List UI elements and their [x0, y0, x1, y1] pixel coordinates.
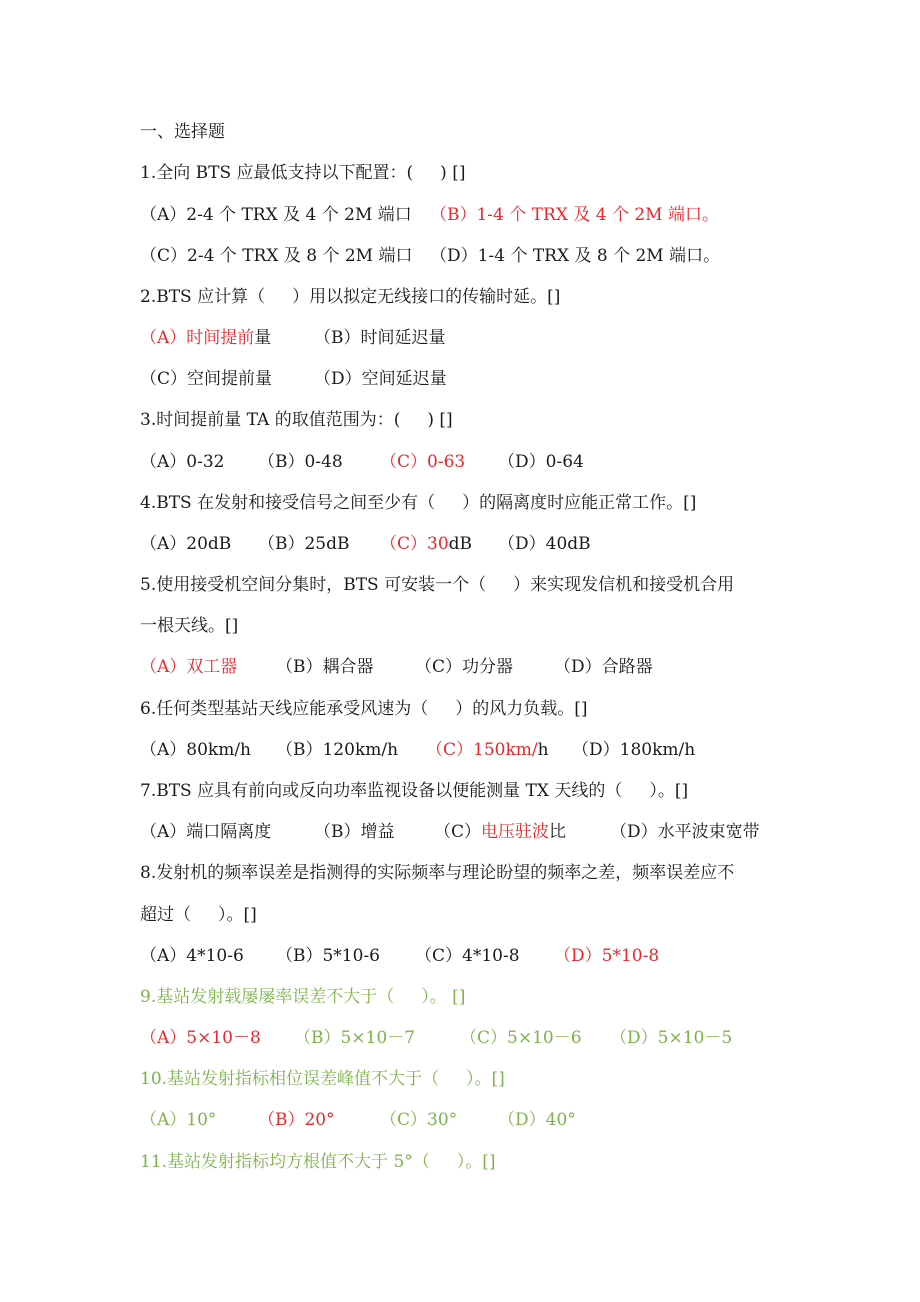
q9-option-d: （D）5×10－5: [610, 1028, 733, 1048]
q4-option-c: [380, 532, 472, 556]
q8-option-c: （C）4*10-8: [415, 946, 520, 966]
q7-option-c-rest: 比: [549, 822, 567, 842]
question-5: 5.使用接受机空间分集时，BTS 可安装一个（ ）来实现发信机和接受机合用: [140, 575, 735, 595]
question-11: 11.基站发射指标均方根值不大于 5°（ ）。[]: [140, 1152, 496, 1172]
q6-option-c-answer: （C）150km/: [426, 740, 538, 760]
question-8-cont: 超过（ ）。[]: [140, 905, 257, 925]
q3-option-b: （B）0-48: [258, 452, 343, 472]
q3-option-d: （D）0-64: [498, 452, 584, 472]
section-title: 一、选择题: [140, 122, 225, 142]
q6-option-c-rest: h: [537, 740, 549, 760]
q9-option-a: （A）5×10－8: [140, 1028, 261, 1048]
q6-option-d: （D）180km/h: [572, 740, 696, 760]
q2-option-a-rest: 量: [254, 328, 272, 348]
q6-option-a: （A）80km/h: [140, 740, 252, 760]
q7-option-c: [434, 820, 566, 844]
q5-option-b: （B）耦合器: [276, 657, 374, 677]
q2-option-a-answer: （A）时间提前: [140, 328, 255, 348]
q6-option-c: [426, 738, 549, 762]
q10-option-b: （B）20°: [258, 1110, 335, 1130]
q5-option-a: （A）双工器: [140, 657, 238, 677]
question-1: 1.全向 BTS 应最低支持以下配置：( ) []: [140, 163, 466, 183]
q10-option-a: （A）10°: [140, 1110, 217, 1130]
q2-option-a: [140, 326, 271, 350]
question-8: 8.发射机的频率误差是指测得的实际频率与理论盼望的频率之差，频率误差应不: [140, 863, 735, 883]
question-3: 3.时间提前量 TA 的取值范围为：( ) []: [140, 410, 453, 430]
q1-option-a: （A）2-4 个 TRX 及 4 个 2M 端口: [140, 205, 412, 225]
q1-option-b: （B）1-4 个 TRX 及 4 个 2M 端口。: [430, 205, 719, 225]
q4-option-d: （D）40dB: [498, 534, 591, 554]
q7-option-b: （B）增益: [314, 822, 395, 842]
q4-option-c-answer: （C）30: [380, 534, 449, 554]
q2-option-c: （C）空间提前量: [140, 369, 273, 389]
q2-option-b: （B）时间延迟量: [314, 328, 446, 348]
q5-option-d: （D）合路器: [554, 657, 653, 677]
question-6: 6.任何类型基站天线应能承受风速为（ ）的风力负载。[]: [140, 699, 588, 719]
q9-option-c: （C）5×10－6: [460, 1028, 582, 1048]
q8-option-b: （B）5*10-6: [276, 946, 381, 966]
q4-option-a: （A）20dB: [140, 534, 232, 554]
q4-option-b: （B）25dB: [258, 534, 350, 554]
question-9: 9.基站发射载屡屡率误差不大于（ ）。 []: [140, 987, 466, 1007]
q10-option-c: （C）30°: [380, 1110, 458, 1130]
q3-option-c: （C）0-63: [380, 452, 466, 472]
q7-option-d: （D）水平波束宽带: [610, 822, 760, 842]
q9-option-b: （B）5×10－7: [294, 1028, 416, 1048]
question-5-cont: 一根天线。[]: [140, 616, 239, 636]
q7-option-a: （A）端口隔离度: [140, 822, 272, 842]
question-4: 4.BTS 在发射和接受信号之间至少有（ ）的隔离度时应能正常工作。[]: [140, 493, 697, 513]
q1-option-d: （D）1-4 个 TRX 及 8 个 2M 端口。: [430, 246, 721, 266]
q1-option-c: （C）2-4 个 TRX 及 8 个 2M 端口: [140, 246, 413, 266]
q7-option-c-letter: （C）: [434, 822, 482, 842]
q7-option-c-answer: 电压驻波: [481, 822, 550, 842]
question-10: 10.基站发射指标相位误差峰值不大于（ ）。[]: [140, 1069, 505, 1089]
q8-option-d: （D）5*10-8: [554, 946, 660, 966]
question-2: 2.BTS 应计算（ ）用以拟定无线接口的传输时延。[]: [140, 287, 561, 307]
q4-option-c-unit: dB: [448, 534, 473, 554]
q3-option-a: （A）0-32: [140, 452, 225, 472]
q10-option-d: （D）40°: [498, 1110, 576, 1130]
question-7: 7.BTS 应具有前向或反向功率监视设备以便能测量 TX 天线的（ ）。[]: [140, 781, 689, 801]
q6-option-b: （B）120km/h: [276, 740, 399, 760]
q2-option-d: （D）空间延迟量: [314, 369, 447, 389]
q5-option-c: （C）功分器: [415, 657, 514, 677]
q8-option-a: （A）4*10-6: [140, 946, 244, 966]
